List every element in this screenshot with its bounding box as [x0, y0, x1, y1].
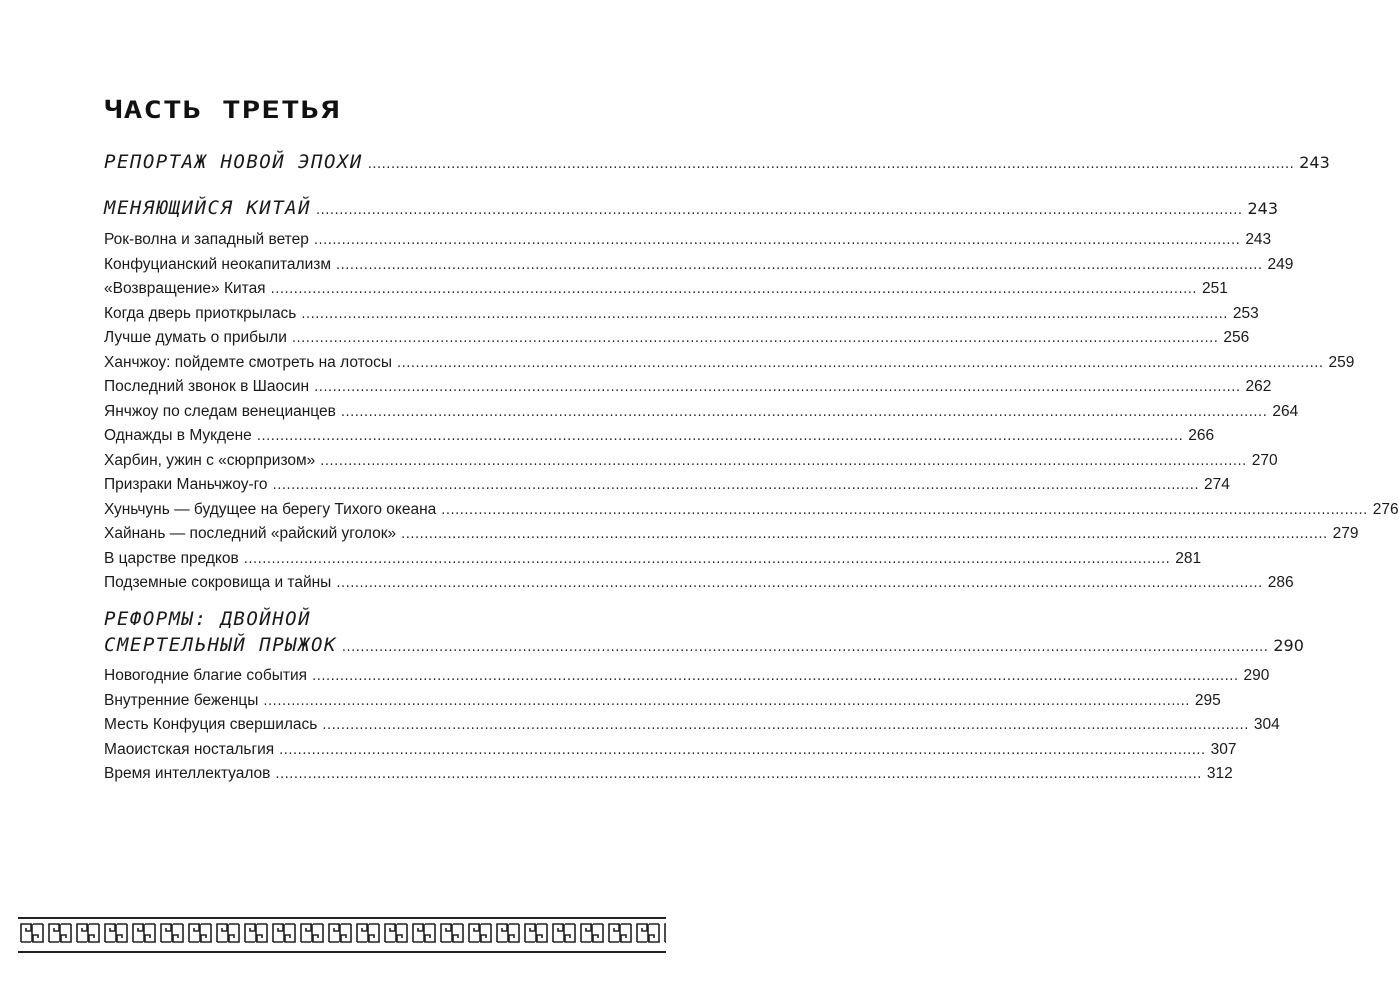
- dot-leader: ........................................................................................................................................................................................................: [243, 551, 1171, 567]
- entry-title: Когда дверь приоткрылась: [104, 304, 297, 322]
- toc-section-changing-china[interactable]: [104, 197, 1279, 219]
- entry-page: 256: [1223, 329, 1250, 346]
- dot-leader: ........................................................................................................................................................................................................: [316, 203, 1243, 218]
- dot-leader: ........................................................................................................................................................................................................: [341, 640, 1269, 655]
- entry-title: Время интеллектуалов: [104, 765, 271, 782]
- toc-entry[interactable]: [104, 353, 1355, 372]
- entry-title: Призраки Маньчжоу-го: [104, 476, 268, 493]
- entry-page: 249: [1267, 255, 1294, 273]
- dot-leader: ........................................................................................................................................................................................................: [320, 453, 1247, 469]
- entry-title: Маоистская ностальгия: [104, 740, 275, 758]
- toc-entry[interactable]: [104, 427, 1215, 445]
- entry-title: Новогодние благие события: [104, 667, 308, 684]
- dot-leader: ........................................................................................................................................................................................................: [291, 331, 1219, 346]
- entry-page: 312: [1206, 765, 1233, 782]
- section-page: 243: [1247, 199, 1279, 218]
- toc-entry[interactable]: [104, 500, 1399, 519]
- entry-title: Лучше думать о прибыли: [104, 329, 287, 346]
- toc-entry[interactable]: [104, 740, 1237, 759]
- toc-entry[interactable]: [104, 667, 1270, 685]
- entry-title: Подземные сокровища и тайны: [104, 574, 332, 591]
- chinese-fret-border-icon: [18, 917, 666, 953]
- dot-leader: ........................................................................................................................................................................................................: [313, 233, 1241, 248]
- dot-leader: ........................................................................................................................................................................................................: [301, 306, 1228, 322]
- entry-title: Янчжоу по следам венецианцев: [104, 402, 336, 420]
- dot-leader: ........................................................................................................................................................................................................: [340, 404, 1268, 420]
- entry-title: Конфуцианский неокапитализм: [104, 255, 332, 273]
- section-title: МЕНЯЮЩИЙСЯ КИТАЙ: [104, 197, 312, 219]
- toc-entry[interactable]: [104, 329, 1250, 347]
- toc-entry[interactable]: [104, 255, 1294, 274]
- toc-entry[interactable]: [104, 765, 1233, 783]
- entry-page: 251: [1202, 280, 1228, 297]
- section-title: СМЕРТЕЛЬНЫЙ ПРЫЖОК: [104, 634, 337, 656]
- entry-title: Рок-волна и западный ветер: [104, 231, 309, 248]
- entry-page: 286: [1267, 574, 1294, 591]
- entry-page: 253: [1232, 304, 1259, 322]
- dot-leader: ........................................................................................................................................................................................................: [441, 502, 1368, 518]
- toc-entry[interactable]: [104, 716, 1280, 734]
- entry-page: 270: [1251, 451, 1278, 469]
- toc-entry[interactable]: [104, 231, 1272, 249]
- entry-page: 259: [1328, 353, 1355, 371]
- toc-entry[interactable]: [104, 549, 1202, 568]
- entry-page: 295: [1194, 691, 1221, 709]
- toc-entry[interactable]: [104, 476, 1230, 494]
- toc-entry[interactable]: [104, 574, 1294, 592]
- dot-leader: ........................................................................................................................................................................................................: [312, 669, 1239, 684]
- dot-leader: ........................................................................................................................................................................................................: [270, 282, 1198, 297]
- entry-title: В царстве предков: [104, 549, 239, 567]
- dot-leader: ........................................................................................................................................................................................................: [263, 693, 1190, 709]
- entry-page: 279: [1332, 525, 1359, 542]
- dot-leader: ........................................................................................................................................................................................................: [336, 576, 1263, 591]
- entry-title: Ханчжоу: пойдемте смотреть на лотосы: [104, 353, 393, 371]
- toc-entry[interactable]: [104, 691, 1221, 710]
- section-title: РЕПОРТАЖ НОВОЙ ЭПОХИ: [104, 151, 363, 173]
- entry-title: Хайнань — последний «райский уголок»: [104, 525, 397, 542]
- entry-page: 276: [1372, 500, 1399, 518]
- toc-section-reportage[interactable]: [104, 151, 1330, 173]
- toc-entry[interactable]: [104, 402, 1299, 421]
- dot-leader: ........................................................................................................................................................................................................: [275, 767, 1202, 782]
- entry-page: 304: [1253, 716, 1280, 733]
- entry-page: 274: [1204, 476, 1230, 493]
- dot-leader: ........................................................................................................................................................................................................: [256, 429, 1184, 444]
- entry-title: «Возвращение» Китая: [104, 280, 266, 297]
- entry-page: 281: [1175, 549, 1202, 567]
- dot-leader: ........................................................................................................................................................................................................: [367, 157, 1295, 172]
- entry-page: 290: [1243, 667, 1270, 684]
- dot-leader: ........................................................................................................................................................................................................: [397, 355, 1324, 371]
- entry-page: 262: [1245, 378, 1272, 395]
- dot-leader: ........................................................................................................................................................................................................: [336, 257, 1263, 273]
- entry-title: Хуньчунь — будущее на берегу Тихого океана: [104, 500, 437, 518]
- entry-title: Харбин, ужин с «сюрпризом»: [104, 451, 316, 469]
- entry-title: Последний звонок в Шаосин: [104, 378, 310, 395]
- toc-entry[interactable]: [104, 451, 1278, 470]
- entry-page: 266: [1188, 427, 1215, 444]
- section-title-line1: РЕФОРМЫ: ДВОЙНОЙ: [104, 608, 312, 630]
- entry-title: Однажды в Мукдене: [104, 427, 252, 444]
- section-page: 243: [1299, 153, 1330, 172]
- entry-title: Месть Конфуция свершилась: [104, 716, 318, 733]
- dot-leader: ........................................................................................................................................................................................................: [401, 527, 1328, 542]
- dot-leader: ........................................................................................................................................................................................................: [314, 380, 1241, 395]
- toc-entry[interactable]: [104, 280, 1228, 298]
- toc-entry[interactable]: [104, 378, 1272, 396]
- toc-entry[interactable]: [104, 304, 1259, 323]
- dot-leader: ........................................................................................................................................................................................................: [322, 718, 1249, 733]
- entry-page: 264: [1272, 402, 1299, 420]
- toc-section-reforms[interactable]: [104, 634, 1304, 656]
- entry-page: 307: [1210, 740, 1237, 758]
- section-page: 290: [1273, 636, 1304, 655]
- entry-title: Внутренние беженцы: [104, 691, 259, 709]
- entry-page: 243: [1245, 231, 1272, 248]
- dot-leader: ........................................................................................................................................................................................................: [279, 742, 1206, 758]
- dot-leader: ........................................................................................................................................................................................................: [272, 478, 1200, 493]
- toc-entry[interactable]: [104, 525, 1359, 543]
- part-title: ЧАСТЬ ТРЕТЬЯ: [104, 96, 340, 125]
